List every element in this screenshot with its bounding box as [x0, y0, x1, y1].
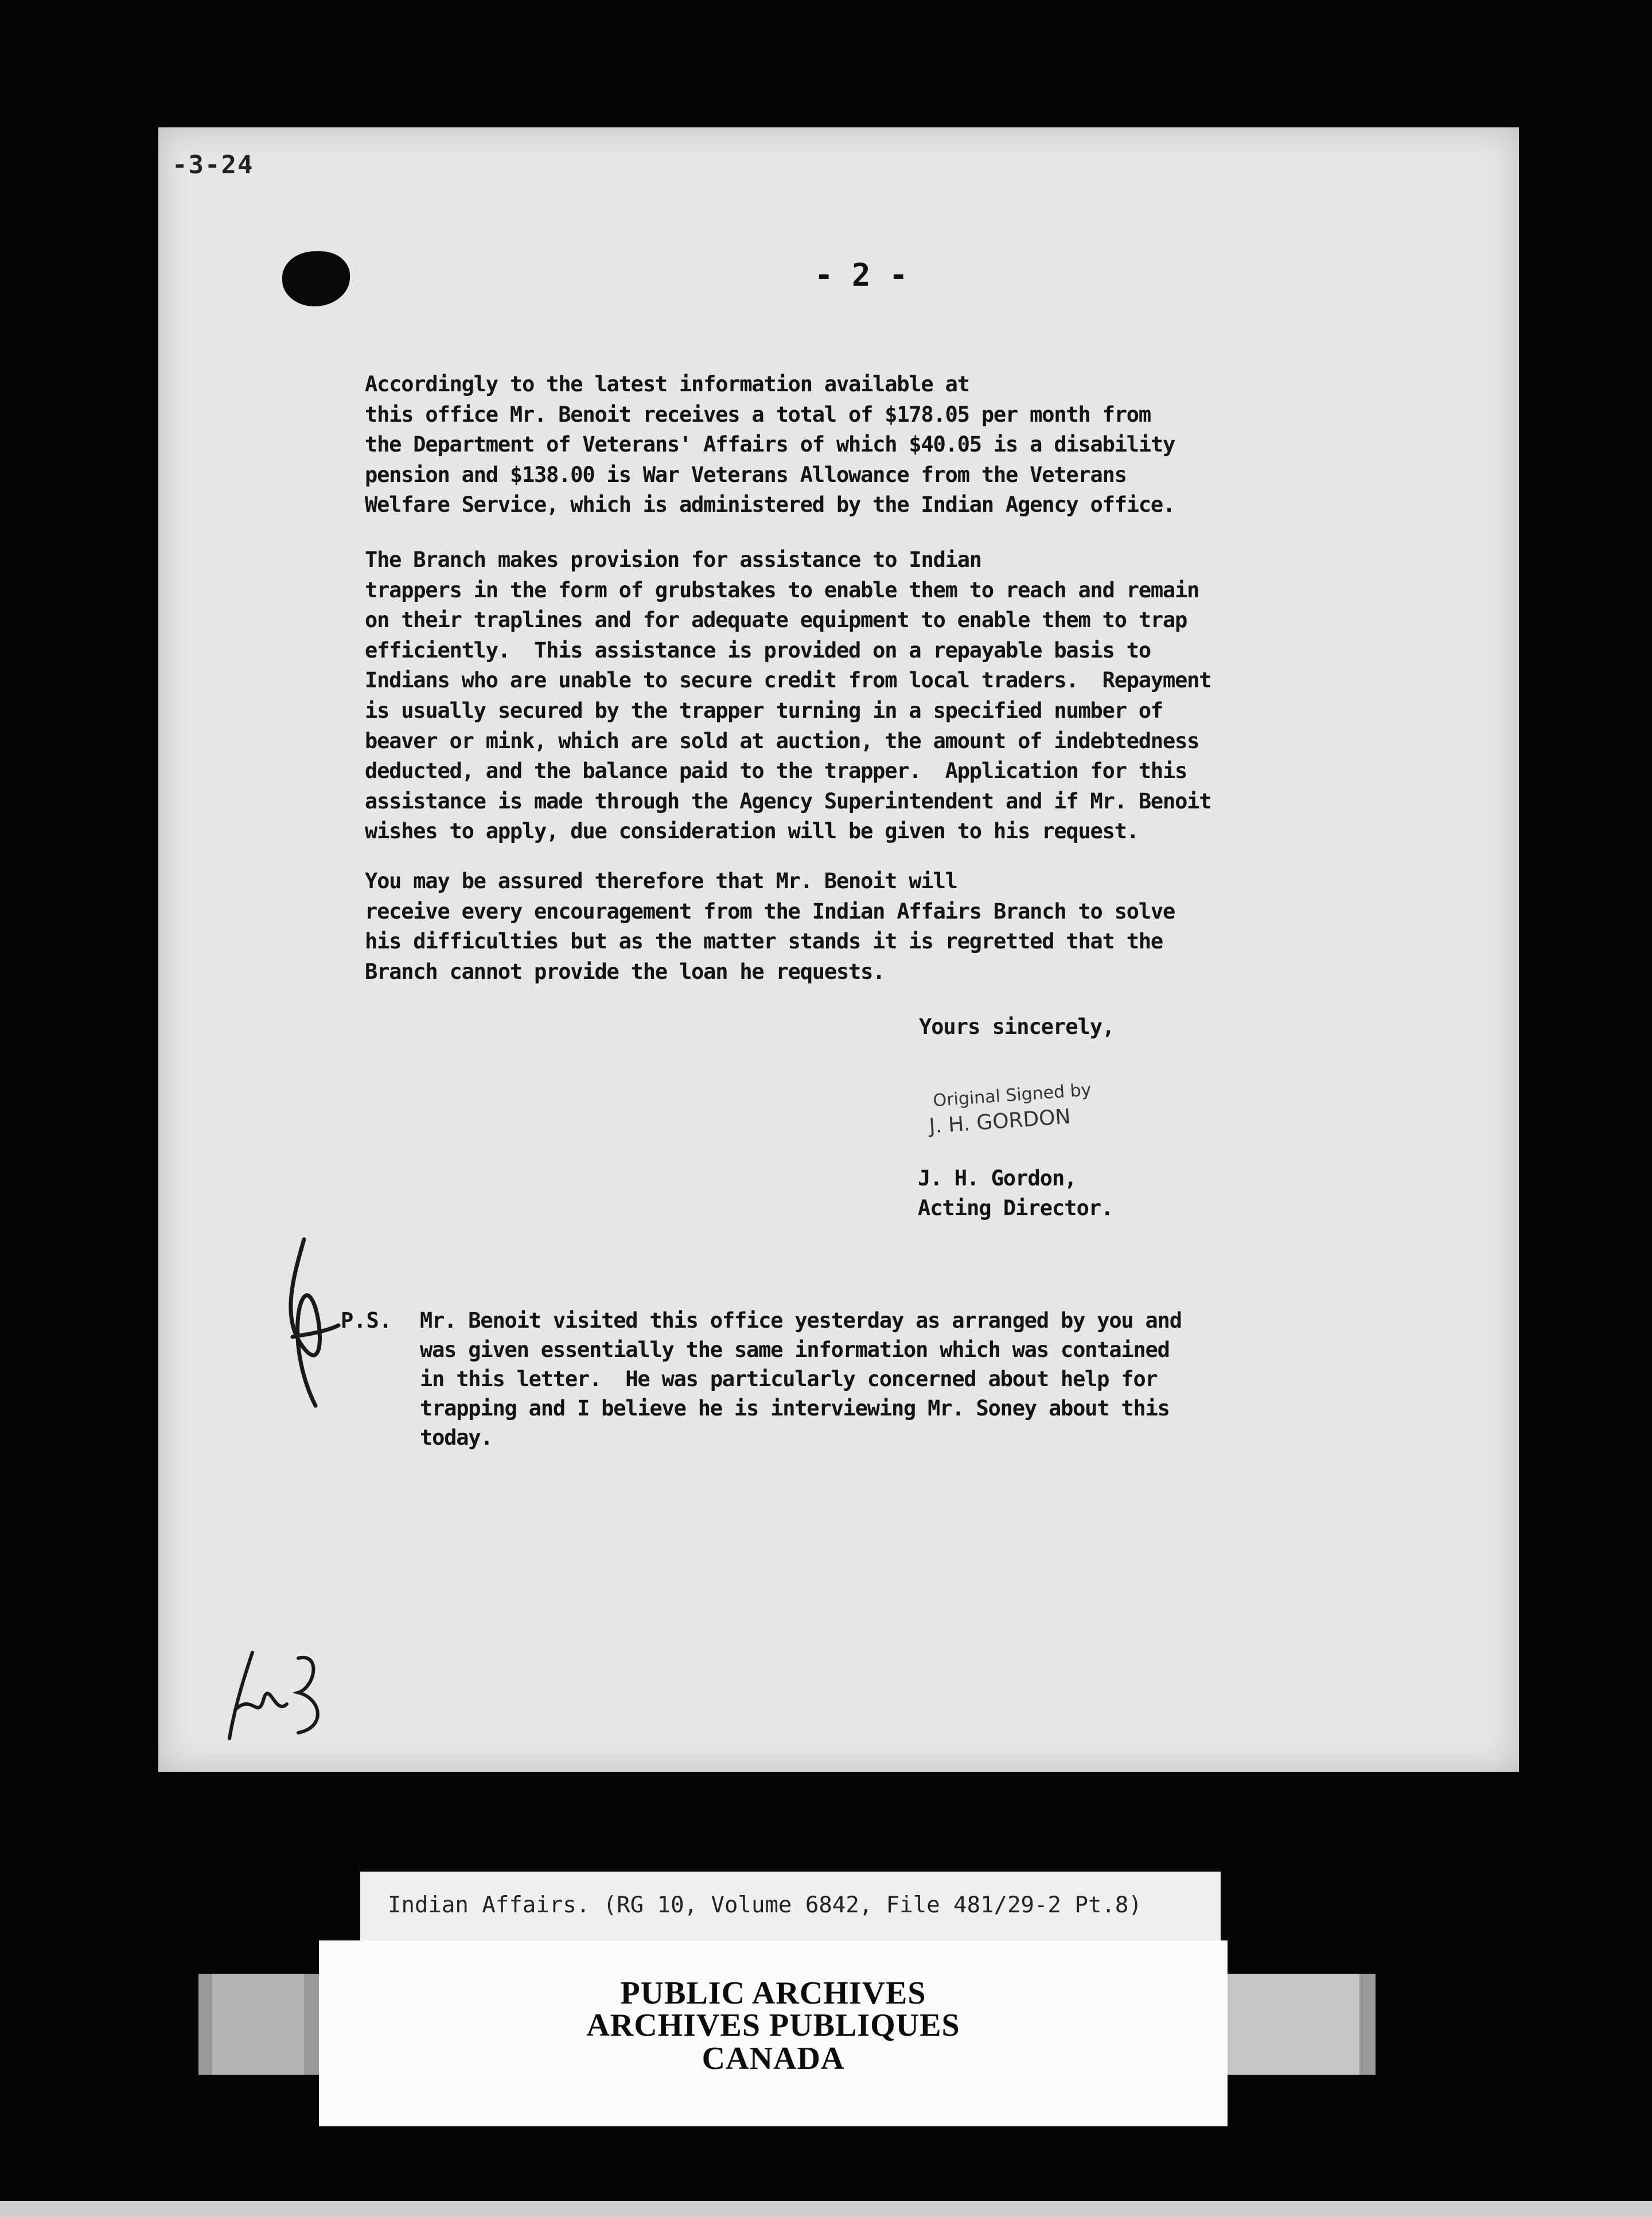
handwritten-initials-icon [218, 1635, 344, 1750]
signer-title: Acting Director. [918, 1196, 1113, 1220]
signature-block [918, 1164, 1113, 1223]
stamp-line-2: J. H. GORDON [928, 1104, 1072, 1138]
page-number: - 2 - [815, 257, 908, 293]
closing-salutation: Yours sincerely, [919, 1014, 1115, 1039]
postscript-text: Mr. Benoit visited this office yesterday as arranged by you and was given essentially the same information which was contained in this letter. He was particularly concerned about help for trapping and I believe he is interviewing Mr. Soney about this today. [420, 1308, 1182, 1450]
film-edge [0, 2201, 1652, 2217]
archive-line-1: PUBLIC ARCHIVES [620, 1975, 926, 2011]
stamp-line-1: Original Signed by [932, 1080, 1092, 1111]
archive-tape-right [1216, 1974, 1359, 2075]
paragraph-1: Accordingly to the latest information available at this office Mr. Benoit receives a total of $178.05 per month from the Department of Veterans' Affairs of which $40.05 is a disability pension and $138.00 is War Veterans Allowance from the Veterans Welfare Service, which is administered by the Indian Agency office. [365, 372, 1175, 518]
postscript-label: P.S. [341, 1308, 392, 1333]
signer-name: J. H. Gordon, [918, 1166, 1077, 1191]
catalog-reference: Indian Affairs. (RG 10, Volume 6842, File 481/29-2 Pt.8) [388, 1892, 1142, 1918]
paragraph-2: The Branch makes provision for assistance to Indian trappers in the form of grubstakes to enable them to reach and remain on their traplines and for adequate equipment to enable them to trap efficiently. This assistance is provided on a repayable basis to Indians who are unable to secure credit from local traders. Repayment is usually secured by the trapper turning in a specified number of beaver or mink, which are sold at auction, the amount of indebtedness deducted, and the balance paid to the trapper. Application for this assistance is made through the Agency Superintendent and if Mr. Benoit wishes to apply, due consideration will be given to his request. [365, 547, 1211, 844]
top-corner-mark: -3-24 [172, 150, 254, 180]
paragraph-3: You may be assured therefore that Mr. Benoit will receive every encouragement from the Indian Affairs Branch to solve his difficulties but as the matter stands it is regretted that the Branch cannot provide the loan he requests. [365, 869, 1175, 984]
archive-line-3: CANADA [702, 2041, 845, 2076]
archive-line-2: ARCHIVES PUBLIQUES [586, 2008, 960, 2043]
archive-tape-left [212, 1974, 304, 2075]
